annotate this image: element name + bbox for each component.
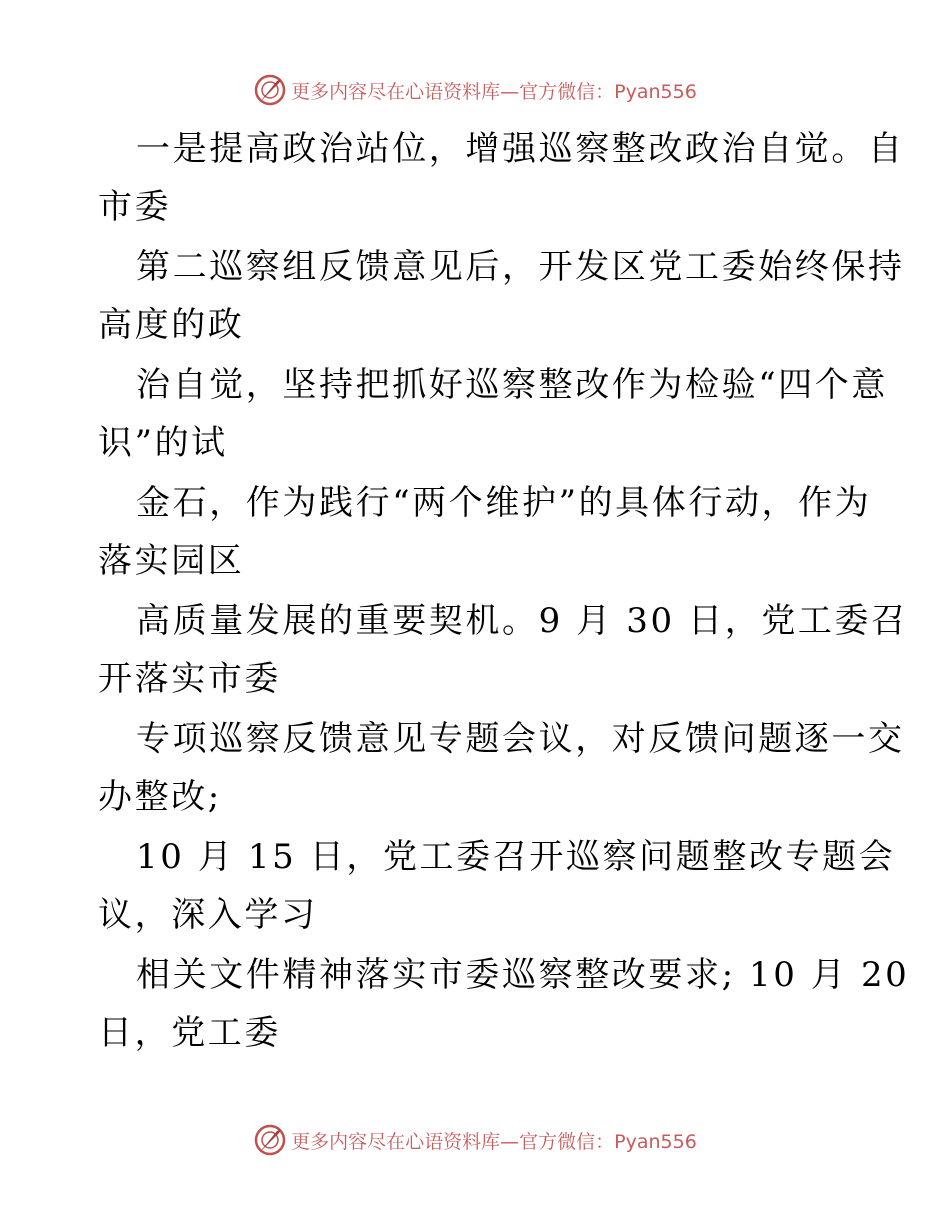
header-watermark xyxy=(0,70,950,110)
text-line: 落实园区 xyxy=(98,541,245,581)
text-line: 识”的试 xyxy=(98,423,228,463)
watermark-text: 更多内容尽在心语资料库—官方微信：Pyan556 xyxy=(291,80,697,103)
text-line: 市委 xyxy=(98,187,172,227)
text-line: 高度的政 xyxy=(98,305,245,345)
text-line: 日，党工委 xyxy=(98,1013,281,1053)
quill-logo-icon xyxy=(253,73,287,107)
watermark-text: 更多内容尽在心语资料库—官方微信：Pyan556 xyxy=(291,1130,697,1153)
text-line: 治自觉，坚持把抓好巡察整改作为检验“四个意 xyxy=(136,365,888,405)
footer-watermark xyxy=(0,1120,950,1160)
text-line: 10 月 15 日，党工委召开巡察问题整改专题会 xyxy=(136,837,896,877)
text-line: 高质量发展的重要契机。9 月 30 日，党工委召 xyxy=(136,601,908,641)
text-line: 一是提高政治站位，增强巡察整改政治自觉。自 xyxy=(136,129,905,169)
text-line: 议，深入学习 xyxy=(98,895,318,935)
text-line: 专项巡察反馈意见专题会议，对反馈问题逐一交 xyxy=(136,719,905,759)
text-line: 开落实市委 xyxy=(98,659,281,699)
text-line: 相关文件精神落实市委巡察整改要求; 10 月 20 xyxy=(136,955,910,995)
text-line: 第二巡察组反馈意见后，开发区党工委始终保持 xyxy=(136,247,905,287)
text-line: 金石，作为践行“两个维护”的具体行动，作为 xyxy=(136,483,872,523)
text-line: 办整改; xyxy=(98,777,222,817)
quill-logo-icon xyxy=(253,1123,287,1157)
